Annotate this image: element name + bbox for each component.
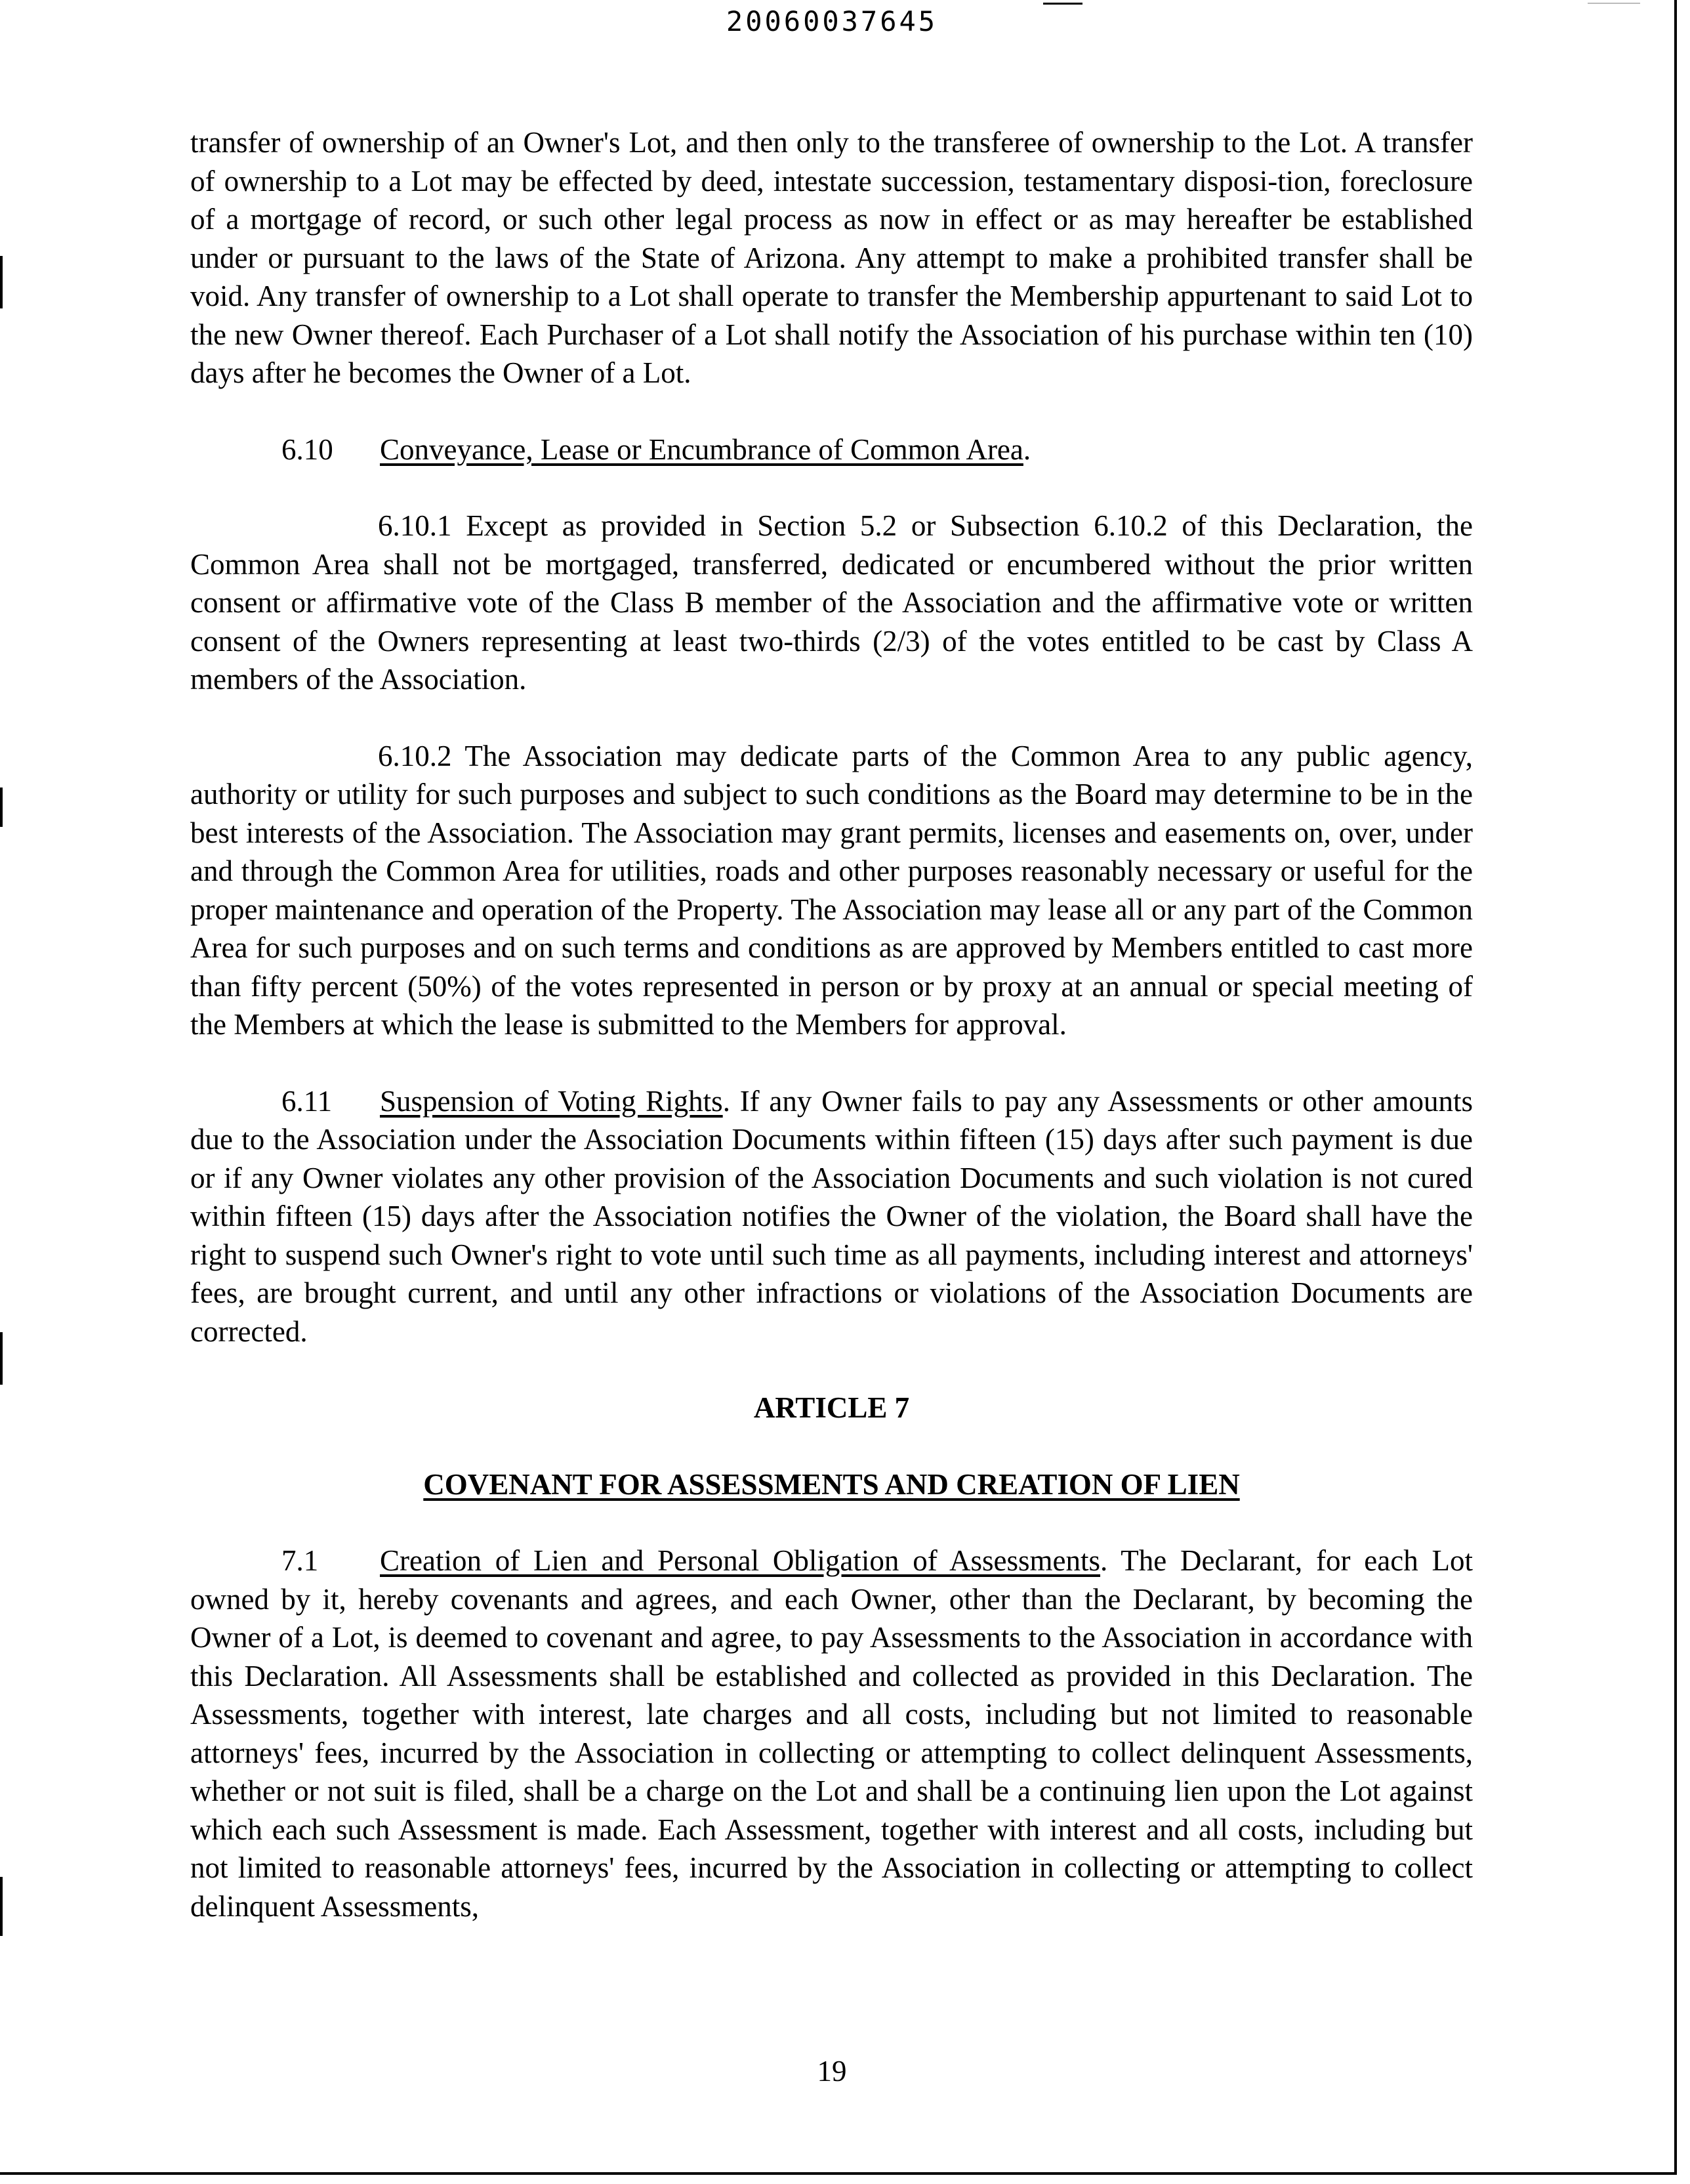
subsection-text: The Association may dedicate parts of the Common Area to any public agency, authority or utility for such purposes and subject to such conditions as the Board may determine to be in the best interests of the Association. The Association may grant permits, licenses and easements on, over, under and through the Common Area for utilities, roads and other purposes reasonably necessary or useful for the proper maintenance and operation of the Property. The Association may lease all or any part of the Common Area for such purposes and on such terms and conditions as are approved by Members entitled to cast more than fifty percent (50%) of the votes represented in person or by proxy at an annual or special meeting of the Members at which the lease is submitted to the Members for approval. [190, 739, 1474, 1041]
section-7-1 [190, 1542, 1473, 1925]
subsection-number: 6.10.2 [378, 739, 452, 772]
section-text: . The Declarant, for each Lot owned by it, hereby covenants and agrees, and each Owner, other than the Declarant, by becoming the Owner of a Lot, is deemed to covenant and agree, to pay Assessments to the Association in accordance with this Declaration. All Assessments shall be established and collected as provided in this Declaration. The Assessments, together with interest, late charges and all costs, including but not limited to reasonable attorneys' fees, incurred by the Association in collecting or attempting to collect delinquent Assessments, whether or not suit is filed, shall be a charge on the Lot and shall be a continuing lien upon the Lot against which each such Assessment is made. Each Assessment, together with interest and all costs, including but not limited to reasonable attorneys' fees, incurred by the Association in collecting or attempting to collect delinquent Assessments, [190, 1544, 1473, 1923]
section-6-10-heading [190, 430, 1473, 469]
section-title: Creation of Lien and Personal Obligation of Assessments [380, 1544, 1101, 1577]
section-6-11 [190, 1082, 1473, 1351]
document-body [190, 123, 1473, 1925]
header-rule-faint [1588, 3, 1640, 4]
section-6-10-2 [190, 737, 1473, 1044]
subsection-number: 6.10.1 [378, 509, 452, 542]
scan-border-right [1674, 0, 1677, 2172]
section-number: 7.1 [281, 1544, 319, 1577]
article-title [190, 1465, 1473, 1504]
section-number: 6.11 [281, 1084, 333, 1118]
section-title: Conveyance, Lease or Encumbrance of Common Area [380, 432, 1023, 466]
scan-edge-mark [0, 1877, 3, 1936]
page-number: 19 [817, 2055, 847, 2088]
scan-edge-mark [0, 788, 3, 827]
scan-edge-mark [0, 1332, 3, 1385]
scan-edge-mark [0, 256, 3, 308]
recording-number: 20060037645 [726, 5, 938, 37]
section-title-period: . [1023, 432, 1031, 466]
subsection-text: Except as provided in Section 5.2 or Subsection 6.10.2 of this Declaration, the Common Area shall not be mortgaged, transferred, dedicated or encumbered without the prior written consent or affirmative vote of the Class B member of the Association and the affirmative vote or written consent of the Owners representing at least two-thirds (2/3) of the votes entitled to be cast by Class A members of the Association. [190, 509, 1474, 696]
header-rule [1043, 3, 1082, 5]
article-title-text: COVENANT FOR ASSESSMENTS AND CREATION OF LIEN [423, 1467, 1240, 1501]
section-text: . If any Owner fails to pay any Assessments or other amounts due to the Association under the Association Documents within fifteen (15) days after such payment is due or if any Owner violates any other provision of the Association Documents and such violation is not cured within fifteen (15) days after the Association notifies the Owner of the violation, the Board shall have the right to suspend such Owner's right to vote until such time as all payments, including interest and attorneys' fees, are brought current, and until any other infractions or violations of the Association Documents are corrected. [190, 1084, 1473, 1348]
scan-border-bottom [0, 2172, 1677, 2175]
article-heading: ARTICLE 7 [753, 1391, 910, 1424]
section-6-10-1 [190, 507, 1473, 699]
paragraph-continuation: transfer of ownership of an Owner's Lot, and then only to the transferee of ownership to the Lot. A transfer of ownership to a Lot may be effected by deed, intestate succession, testamentary disposi-tion, foreclosure of a mortgage of record, or such other legal process as now in effect or as may hereafter be established under or pursuant to the laws of the State of Arizona. Any attempt to make a prohibited transfer shall be void. Any transfer of ownership to a Lot shall operate to transfer the Membership appurtenant to said Lot to the new Owner thereof. Each Purchaser of a Lot shall notify the Association of his purchase within ten (10) days after he becomes the Owner of a Lot. [190, 126, 1473, 389]
section-number: 6.10 [281, 432, 333, 466]
section-title: Suspension of Voting Rights [380, 1084, 723, 1118]
